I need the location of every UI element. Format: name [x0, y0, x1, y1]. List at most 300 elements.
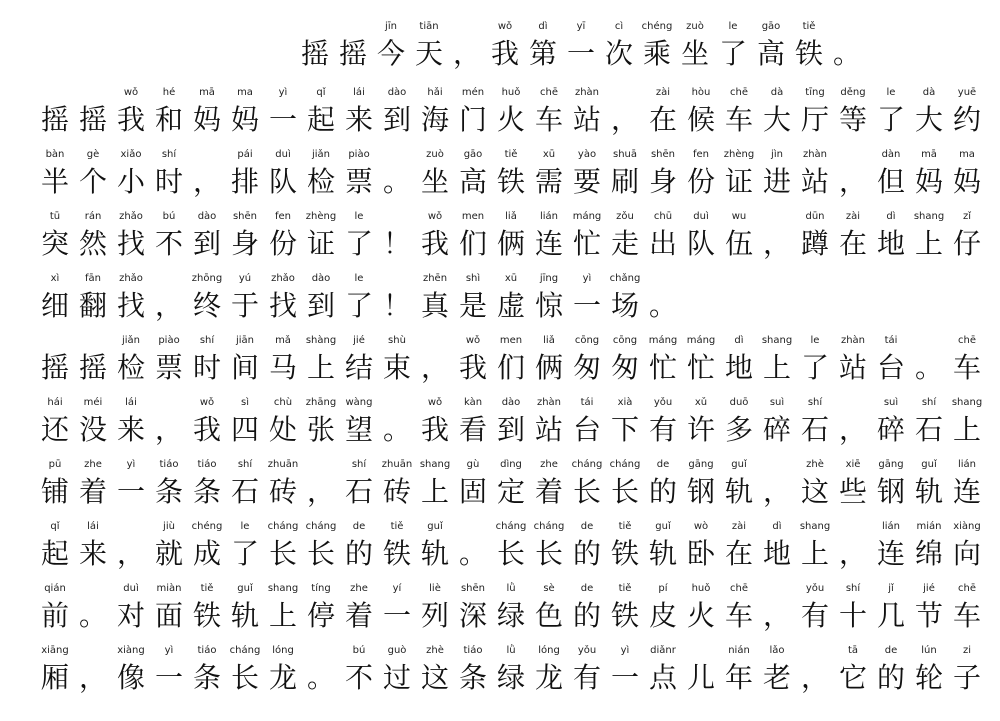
hanzi: 厅 [800, 103, 829, 136]
hanzi: 定 [496, 475, 525, 508]
hanzi: ， [154, 289, 183, 322]
pinyin: liǎ [543, 335, 555, 346]
pinyin: qǐ [316, 87, 326, 98]
pinyin: tiáo [197, 645, 217, 656]
hanzi: 地 [762, 537, 791, 570]
character-cell [36, 644, 74, 706]
pinyin: dì [886, 211, 896, 222]
pinyin: shí [921, 397, 937, 408]
character-cell [758, 644, 796, 706]
pinyin: suì [769, 397, 785, 408]
hanzi: 这 [420, 661, 449, 694]
pinyin: men [461, 211, 485, 222]
hanzi: 们 [496, 351, 525, 384]
pinyin: yí [392, 583, 402, 594]
pinyin: yào [577, 149, 597, 160]
pinyin: jīng [539, 273, 559, 284]
pinyin: mián [916, 521, 942, 532]
character-cell [948, 334, 986, 396]
hanzi: 火 [496, 103, 525, 136]
hanzi: 成 [192, 537, 221, 570]
hanzi: 皮 [648, 599, 677, 632]
pinyin: bú [162, 211, 176, 222]
hanzi: 惊 [534, 289, 563, 322]
hanzi: 摇 [40, 351, 69, 384]
pinyin: duì [123, 583, 139, 594]
pinyin: zhuān [381, 459, 413, 470]
hanzi: ， [78, 661, 107, 694]
pinyin: cháng [609, 459, 641, 470]
hanzi: 铁 [794, 37, 823, 70]
pinyin: lún [921, 645, 937, 656]
pinyin: shēn [650, 149, 676, 160]
hanzi: 许 [686, 413, 715, 446]
hanzi: 门 [458, 103, 487, 136]
pinyin: xiǎo [120, 149, 142, 160]
pinyin: tiě [618, 521, 632, 532]
pinyin: zuò [686, 21, 704, 32]
hanzi: ， [762, 227, 791, 260]
pinyin: méi [83, 397, 103, 408]
hanzi: 我 [458, 351, 487, 384]
pinyin: chū [653, 211, 673, 222]
hanzi: 铁 [192, 599, 221, 632]
hanzi: 海 [420, 103, 449, 136]
hanzi: ！ [382, 227, 411, 260]
pinyin: zhe [540, 459, 558, 470]
hanzi: 长 [610, 475, 639, 508]
hanzi: 天 [414, 37, 443, 70]
pinyin: wàng [345, 397, 373, 408]
hanzi: ， [762, 599, 791, 632]
character-cell [568, 86, 606, 148]
pinyin: duì [275, 149, 291, 160]
pinyin: zài [655, 87, 671, 98]
hanzi: 站 [838, 351, 867, 384]
pinyin: lái [87, 521, 99, 532]
pinyin: lǜ [506, 583, 516, 594]
hanzi: 条 [192, 661, 221, 694]
character-cell [340, 272, 378, 334]
text-line [36, 396, 986, 458]
hanzi: 摇 [78, 351, 107, 384]
pinyin: dàn [881, 149, 901, 160]
hanzi: 上 [914, 227, 943, 260]
pinyin: yì [126, 459, 136, 470]
pinyin: le [886, 87, 896, 98]
pinyin: máng [648, 335, 678, 346]
hanzi: 前 [40, 599, 69, 632]
pinyin: tū [49, 211, 61, 222]
character-cell [828, 20, 866, 82]
hanzi: ， [838, 413, 867, 446]
hanzi: 检 [116, 351, 145, 384]
hanzi: 坐 [680, 37, 709, 70]
pinyin: tiān [419, 21, 439, 32]
pinyin: yì [620, 645, 630, 656]
text-line [36, 210, 986, 272]
hanzi: 时 [192, 351, 221, 384]
hanzi: 不 [344, 661, 373, 694]
pinyin: zhàn [840, 335, 866, 346]
hanzi: 的 [344, 537, 373, 570]
pinyin: qǐ [50, 521, 60, 532]
hanzi: 来 [116, 413, 145, 446]
hanzi: 轨 [724, 475, 753, 508]
hanzi: 找 [116, 289, 145, 322]
pinyin: le [728, 21, 738, 32]
text-line [36, 582, 986, 644]
hanzi: 上 [762, 351, 791, 384]
hanzi: 条 [192, 475, 221, 508]
hanzi: 过 [382, 661, 411, 694]
hanzi: 。 [78, 599, 107, 632]
hanzi: 一 [610, 661, 639, 694]
hanzi: 色 [534, 599, 563, 632]
pinyin: tiě [802, 21, 816, 32]
character-cell [36, 582, 74, 644]
hanzi: 候 [686, 103, 715, 136]
pinyin: chǎng [609, 273, 641, 284]
hanzi: 突 [40, 227, 69, 260]
character-cell [790, 20, 828, 82]
hanzi: 着 [534, 475, 563, 508]
pinyin: yì [278, 87, 288, 98]
hanzi: 轨 [914, 475, 943, 508]
hanzi: 车 [952, 351, 981, 384]
hanzi: 半 [40, 165, 69, 198]
pinyin: shēn [232, 211, 258, 222]
hanzi: 来 [78, 537, 107, 570]
hanzi: 妈 [914, 165, 943, 198]
hanzi: 台 [572, 413, 601, 446]
pinyin: yuē [957, 87, 977, 98]
hanzi: ， [192, 165, 221, 198]
hanzi: 一 [572, 289, 601, 322]
pinyin: shang [419, 459, 451, 470]
pinyin: le [354, 273, 364, 284]
hanzi: 轨 [648, 537, 677, 570]
hanzi: 在 [838, 227, 867, 260]
hanzi: ， [610, 103, 639, 136]
hanzi: 的 [876, 661, 905, 694]
hanzi: 在 [724, 537, 753, 570]
pinyin: jiǎn [121, 335, 141, 346]
pinyin: piào [348, 149, 370, 160]
hanzi: 点 [648, 661, 677, 694]
hanzi: 子 [952, 661, 981, 694]
pinyin: máng [572, 211, 602, 222]
pinyin: shàng [305, 335, 337, 346]
hanzi: 妈 [192, 103, 221, 136]
pinyin: mā [199, 87, 215, 98]
pinyin: sì [241, 397, 249, 408]
pinyin: dì [538, 21, 548, 32]
pinyin: rán [84, 211, 102, 222]
pinyin: le [810, 335, 820, 346]
hanzi: 细 [40, 289, 69, 322]
pinyin: dūn [805, 211, 825, 222]
pinyin: tiáo [159, 459, 179, 470]
character-cell [644, 644, 682, 706]
character-cell [36, 334, 74, 396]
hanzi: 来 [344, 103, 373, 136]
hanzi: 。 [458, 537, 487, 570]
pinyin: qián [44, 583, 66, 594]
hanzi: 连 [534, 227, 563, 260]
pinyin: cōng [574, 335, 600, 346]
hanzi: 到 [382, 103, 411, 136]
pinyin: mǎ [275, 335, 291, 346]
hanzi: 到 [496, 413, 525, 446]
pinyin: yǒu [653, 397, 673, 408]
pinyin: chē [540, 87, 558, 98]
pinyin: tiáo [463, 645, 483, 656]
pinyin: jiù [163, 521, 175, 532]
hanzi: 票 [344, 165, 373, 198]
hanzi: 于 [230, 289, 259, 322]
pinyin: zhāng [305, 397, 337, 408]
hanzi: 了 [230, 537, 259, 570]
hanzi: 我 [490, 37, 519, 70]
hanzi: 对 [116, 599, 145, 632]
pinyin: lián [881, 521, 901, 532]
hanzi: 车 [724, 599, 753, 632]
character-cell [720, 458, 758, 520]
hanzi: 。 [914, 351, 943, 384]
pinyin: xì [50, 273, 60, 284]
hanzi: ， [452, 37, 481, 70]
pinyin: chē [730, 583, 748, 594]
pinyin: yú [238, 273, 252, 284]
character-cell [416, 520, 454, 582]
hanzi: 场 [610, 289, 639, 322]
pinyin: jiǎn [311, 149, 331, 160]
pinyin: zǒu [616, 211, 634, 222]
hanzi: 看 [458, 413, 487, 446]
hanzi: 绿 [496, 661, 525, 694]
hanzi: 条 [458, 661, 487, 694]
pinyin: tái [580, 397, 594, 408]
character-cell [948, 644, 986, 706]
hanzi: 俩 [534, 351, 563, 384]
hanzi: 到 [192, 227, 221, 260]
pinyin: guò [387, 645, 407, 656]
pinyin: guǐ [731, 459, 747, 470]
pinyin: gù [466, 459, 480, 470]
pinyin: xià [617, 397, 633, 408]
pinyin: guǐ [655, 521, 671, 532]
pinyin: xǔ [694, 397, 708, 408]
hanzi: 停 [306, 599, 335, 632]
hanzi: 几 [876, 599, 905, 632]
pinyin: shí [845, 583, 861, 594]
pinyin: zài [731, 521, 747, 532]
hanzi: 处 [268, 413, 297, 446]
hanzi: 石 [344, 475, 373, 508]
pinyin: dào [387, 87, 407, 98]
pinyin: hé [162, 87, 176, 98]
pinyin: shí [807, 397, 823, 408]
pinyin: gāo [761, 21, 781, 32]
pinyin: dào [501, 397, 521, 408]
hanzi: 起 [40, 537, 69, 570]
pinyin: de [656, 459, 670, 470]
pinyin: lián [957, 459, 977, 470]
pinyin: wǒ [427, 397, 443, 408]
hanzi: 了 [876, 103, 905, 136]
hanzi: 厢 [40, 661, 69, 694]
text-line [36, 644, 986, 706]
hanzi: 石 [800, 413, 829, 446]
hanzi: 四 [230, 413, 259, 446]
pinyin: shang [799, 521, 831, 532]
hanzi: ， [838, 165, 867, 198]
hanzi: ， [306, 475, 335, 508]
pinyin: jié [353, 335, 365, 346]
hanzi: 碎 [876, 413, 905, 446]
hanzi: 忙 [648, 351, 677, 384]
pinyin: lái [125, 397, 137, 408]
hanzi: 出 [648, 227, 677, 260]
hanzi: 轨 [420, 537, 449, 570]
pinyin: de [352, 521, 366, 532]
text-line [36, 334, 986, 396]
hanzi: 是 [458, 289, 487, 322]
hanzi: 和 [154, 103, 183, 136]
hanzi: 匆 [610, 351, 639, 384]
pinyin: bú [352, 645, 366, 656]
hanzi: 钢 [876, 475, 905, 508]
hanzi: 深 [458, 599, 487, 632]
hanzi: 长 [268, 537, 297, 570]
pinyin: chéng [191, 521, 223, 532]
pinyin: zǐ [962, 211, 972, 222]
hanzi: 然 [78, 227, 107, 260]
hanzi: 长 [534, 537, 563, 570]
hanzi: 大 [762, 103, 791, 136]
pinyin: zi [962, 645, 972, 656]
pinyin: zài [845, 211, 861, 222]
hanzi: 走 [610, 227, 639, 260]
hanzi: 砖 [268, 475, 297, 508]
pinyin: tiě [504, 149, 518, 160]
pinyin: jié [923, 583, 935, 594]
hanzi: 我 [192, 413, 221, 446]
pinyin: zhe [350, 583, 368, 594]
hanzi: 轮 [914, 661, 943, 694]
hanzi: 有 [572, 661, 601, 694]
hanzi: 虚 [496, 289, 525, 322]
pinyin: dà [770, 87, 784, 98]
hanzi: ， [800, 661, 829, 694]
pinyin: yì [582, 273, 592, 284]
pinyin: chù [273, 397, 293, 408]
hanzi: 节 [914, 599, 943, 632]
pinyin: diǎnr [650, 645, 676, 656]
hanzi: 到 [306, 289, 335, 322]
character-cell [264, 458, 302, 520]
pinyin: tiě [390, 521, 404, 532]
hanzi: 仔 [952, 227, 981, 260]
pinyin: yī [576, 21, 586, 32]
hanzi: 钢 [686, 475, 715, 508]
pinyin: men [499, 335, 523, 346]
pinyin: ma [959, 149, 975, 160]
hanzi: 铁 [382, 537, 411, 570]
character-cell [720, 210, 758, 272]
pinyin: chē [730, 87, 748, 98]
pinyin: zhèng [723, 149, 755, 160]
hanzi: ， [154, 413, 183, 446]
hanzi: 火 [686, 599, 715, 632]
pinyin: tiě [200, 583, 214, 594]
pinyin: xiāng [41, 645, 69, 656]
character-cell [112, 396, 150, 458]
pinyin: yì [164, 645, 174, 656]
pinyin: jiān [235, 335, 255, 346]
hanzi: 伍 [724, 227, 753, 260]
text-line [36, 148, 986, 210]
hanzi: 地 [876, 227, 905, 260]
pinyin: zhàn [574, 87, 600, 98]
hanzi: 了 [718, 37, 747, 70]
pinyin: xiàng [953, 521, 981, 532]
character-cell [150, 148, 188, 210]
hanzi: 大 [914, 103, 943, 136]
hanzi: 。 [306, 661, 335, 694]
character-cell [378, 334, 416, 396]
hanzi: 。 [832, 37, 861, 70]
pinyin: dào [311, 273, 331, 284]
hanzi: 队 [686, 227, 715, 260]
hanzi: 马 [268, 351, 297, 384]
text-line [36, 458, 986, 520]
pinyin: piào [158, 335, 180, 346]
hanzi: 个 [78, 165, 107, 198]
pinyin: fen [274, 211, 291, 222]
pinyin: tiáo [197, 459, 217, 470]
hanzi: 龙 [268, 661, 297, 694]
pinyin: xū [504, 273, 518, 284]
hanzi: 妈 [952, 165, 981, 198]
pinyin: xū [542, 149, 556, 160]
pinyin: dì [734, 335, 744, 346]
hanzi: 长 [572, 475, 601, 508]
text-line [296, 20, 866, 82]
hanzi: 碎 [762, 413, 791, 446]
pinyin: shang [951, 397, 983, 408]
character-cell [296, 20, 334, 82]
hanzi: 我 [420, 413, 449, 446]
pinyin: duō [729, 397, 749, 408]
pinyin: zhèng [305, 211, 337, 222]
text-line [36, 86, 986, 148]
pinyin: guǐ [921, 459, 937, 470]
hanzi: 摇 [40, 103, 69, 136]
hanzi: 张 [306, 413, 335, 446]
hanzi: 连 [876, 537, 905, 570]
character-cell [340, 396, 378, 458]
pinyin: lián [539, 211, 559, 222]
pinyin: shí [161, 149, 177, 160]
pinyin: děng [840, 87, 866, 98]
hanzi: 了 [344, 227, 373, 260]
pinyin: dì [772, 521, 782, 532]
hanzi: 站 [534, 413, 563, 446]
hanzi: 有 [648, 413, 677, 446]
hanzi: 着 [78, 475, 107, 508]
